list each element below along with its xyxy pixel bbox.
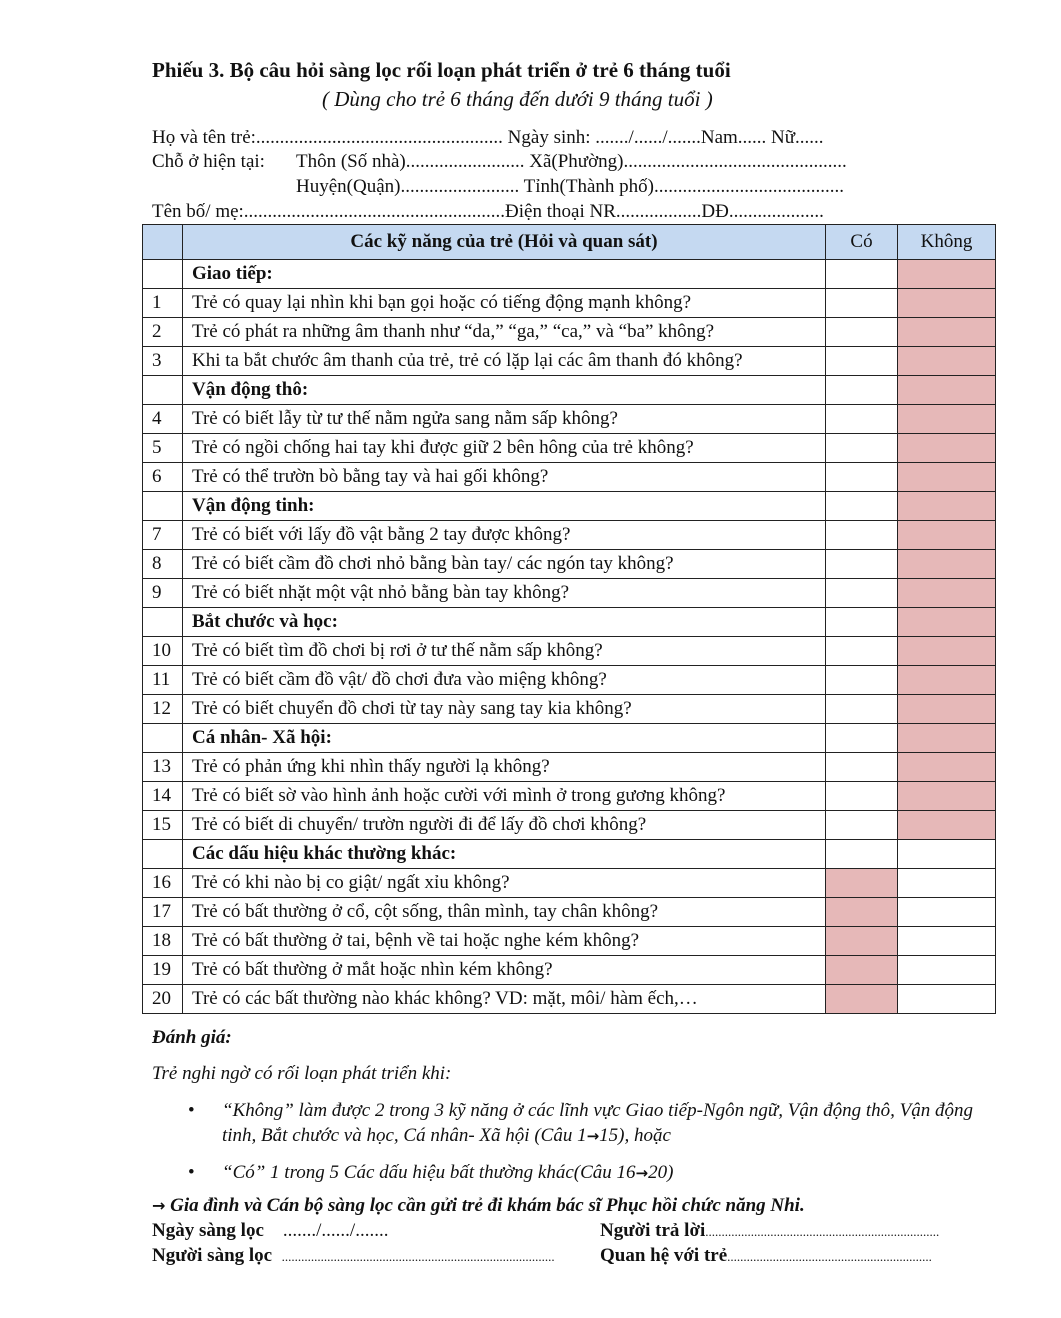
question-text: Trẻ có quay lại nhìn khi bạn gọi hoặc có tiếng động mạnh không? <box>183 289 826 318</box>
evaluation-bullet-2 <box>222 1160 982 1186</box>
row-number: 3 <box>143 347 183 376</box>
arrow-right-icon: → <box>586 1127 600 1145</box>
answer-no-cell[interactable] <box>898 753 996 782</box>
screener-label: Người sàng lọc <box>152 1245 273 1266</box>
question-text: Trẻ có biết cầm đồ vật/ đồ chơi đưa vào miệng không? <box>183 666 826 695</box>
section-label: Bắt chước và học: <box>183 608 826 637</box>
answer-yes-cell[interactable] <box>826 666 898 695</box>
relation-label: Quan hệ với trẻ <box>600 1245 728 1266</box>
screener <box>152 1245 555 1267</box>
row-number: 7 <box>143 521 183 550</box>
question-row <box>143 637 996 666</box>
answer-no-cell[interactable] <box>898 608 996 637</box>
conclusion-text: Gia đình và Cán bộ sàng lọc cần gửi trẻ đi khám bác sĩ Phục hồi chức năng Nhi. <box>170 1195 805 1216</box>
row-number: 8 <box>143 550 183 579</box>
answer-yes-cell[interactable] <box>826 724 898 753</box>
screening-date <box>152 1220 388 1242</box>
answer-no-cell[interactable] <box>898 869 996 898</box>
answer-yes-cell[interactable] <box>826 463 898 492</box>
bullet-1-text: “Không” làm được 2 trong 3 kỹ năng ở các lĩnh vực Giao tiếp-Ngôn ngữ, Vận động thô, Vận động tinh, Bắt chước và học, Cá nhân- Xã hội (Câu 1 <box>222 1100 973 1146</box>
header-yes: Có <box>826 225 898 260</box>
question-text: Trẻ có biết nhặt một vật nhỏ bằng bàn tay không? <box>183 579 826 608</box>
address-village-line: Thôn (Số nhà)......................... Xã(Phường)............................................... <box>296 151 847 172</box>
section-label: Giao tiếp: <box>183 260 826 289</box>
answer-no-cell[interactable] <box>898 463 996 492</box>
bullet-dot-icon: • <box>188 1100 195 1121</box>
respondent-label: Người trả lời <box>600 1220 706 1241</box>
evaluation-bullet-1 <box>222 1098 982 1149</box>
respondent-dots: ........................................................................ <box>705 1224 940 1239</box>
section-row <box>143 724 996 753</box>
answer-yes-cell[interactable] <box>826 405 898 434</box>
row-number <box>143 608 183 637</box>
answer-yes-cell[interactable] <box>826 289 898 318</box>
row-number: 17 <box>143 898 183 927</box>
question-text: Trẻ có phát ra những âm thanh như “da,” “ga,” “ca,” và “ba” không? <box>183 318 826 347</box>
skills-table-body <box>143 225 996 1014</box>
row-number <box>143 376 183 405</box>
question-row <box>143 289 996 318</box>
question-text: Trẻ có phản ứng khi nhìn thấy người lạ không? <box>183 753 826 782</box>
question-row <box>143 869 996 898</box>
question-row <box>143 579 996 608</box>
answer-no-cell[interactable] <box>898 811 996 840</box>
section-row <box>143 260 996 289</box>
relation <box>600 1245 932 1267</box>
question-text: Trẻ có thể trườn bò bằng tay và hai gối không? <box>183 463 826 492</box>
answer-no-cell[interactable] <box>898 260 996 289</box>
question-text: Trẻ có biết chuyển đồ chơi từ tay này sang tay kia không? <box>183 695 826 724</box>
row-number: 5 <box>143 434 183 463</box>
row-number <box>143 840 183 869</box>
row-number: 12 <box>143 695 183 724</box>
row-number: 20 <box>143 985 183 1014</box>
answer-no-cell[interactable] <box>898 492 996 521</box>
header-no: Không <box>898 225 996 260</box>
bullet-dot-icon: • <box>188 1162 195 1183</box>
row-number <box>143 724 183 753</box>
row-number: 1 <box>143 289 183 318</box>
answer-yes-cell[interactable] <box>826 579 898 608</box>
question-text: Trẻ có biết sờ vào hình ảnh hoặc cười với mình ở trong gương không? <box>183 782 826 811</box>
row-number: 19 <box>143 956 183 985</box>
answer-yes-cell[interactable] <box>826 347 898 376</box>
answer-no-cell[interactable] <box>898 956 996 985</box>
question-text: Trẻ có ngồi chống hai tay khi được giữ 2 bên hông của trẻ không? <box>183 434 826 463</box>
answer-yes-cell[interactable] <box>826 840 898 869</box>
answer-no-cell[interactable] <box>898 347 996 376</box>
evaluation-title: Đánh giá: <box>152 1027 232 1048</box>
skills-table <box>142 224 996 1014</box>
question-row <box>143 898 996 927</box>
question-text: Trẻ có bất thường ở mắt hoặc nhìn kém không? <box>183 956 826 985</box>
address-district-line: Huyện(Quận)......................... Tỉnh(Thành phố)........................................ <box>296 176 844 197</box>
answer-yes-cell[interactable] <box>826 492 898 521</box>
section-label: Cá nhân- Xã hội: <box>183 724 826 753</box>
question-row <box>143 985 996 1014</box>
header-skill: Các kỹ năng của trẻ (Hỏi và quan sát) <box>183 225 826 260</box>
answer-no-cell[interactable] <box>898 840 996 869</box>
row-number: 15 <box>143 811 183 840</box>
question-row <box>143 463 996 492</box>
row-number: 18 <box>143 927 183 956</box>
section-label: Vận động tinh: <box>183 492 826 521</box>
section-row <box>143 376 996 405</box>
screener-dots: .................................................................................... <box>281 1249 555 1264</box>
answer-yes-cell[interactable] <box>826 695 898 724</box>
row-number: 10 <box>143 637 183 666</box>
question-text: Trẻ có các bất thường nào khác không? VD: mặt, môi/ hàm ếch,… <box>183 985 826 1014</box>
answer-no-cell[interactable] <box>898 318 996 347</box>
screening-date-value: ......./....../....... <box>282 1220 389 1241</box>
answer-yes-cell[interactable] <box>826 550 898 579</box>
answer-yes-cell[interactable] <box>826 434 898 463</box>
row-number: 14 <box>143 782 183 811</box>
answer-no-cell[interactable] <box>898 927 996 956</box>
arrow-right-icon: → <box>152 1196 166 1215</box>
child-name-line: Họ và tên trẻ:.................................................... Ngày sinh: ......./....../.......Nam...... Nữ...... <box>152 127 824 148</box>
section-row <box>143 840 996 869</box>
answer-yes-cell[interactable] <box>826 782 898 811</box>
section-label: Các dấu hiệu khác thường khác: <box>183 840 826 869</box>
question-row <box>143 695 996 724</box>
answer-yes-cell[interactable] <box>826 956 898 985</box>
answer-yes-cell[interactable] <box>826 985 898 1014</box>
answer-no-cell[interactable] <box>898 289 996 318</box>
question-text: Khi ta bắt chước âm thanh của trẻ, trẻ có lặp lại các âm thanh đó không? <box>183 347 826 376</box>
answer-yes-cell[interactable] <box>826 753 898 782</box>
evaluation-intro: Trẻ nghi ngờ có rối loạn phát triển khi: <box>152 1063 452 1084</box>
row-number: 4 <box>143 405 183 434</box>
row-number: 11 <box>143 666 183 695</box>
form-title: Phiếu 3. Bộ câu hỏi sàng lọc rối loạn phát triển ở trẻ 6 tháng tuổi <box>152 58 731 82</box>
row-number: 2 <box>143 318 183 347</box>
answer-no-cell[interactable] <box>898 666 996 695</box>
answer-yes-cell[interactable] <box>826 869 898 898</box>
answer-yes-cell[interactable] <box>826 637 898 666</box>
question-row <box>143 927 996 956</box>
section-label: Vận động thô: <box>183 376 826 405</box>
answer-no-cell[interactable] <box>898 521 996 550</box>
form-subtitle: ( Dùng cho trẻ 6 tháng đến dưới 9 tháng tuổi ) <box>322 87 713 111</box>
answer-yes-cell[interactable] <box>826 376 898 405</box>
question-row <box>143 521 996 550</box>
question-row <box>143 956 996 985</box>
answer-no-cell[interactable] <box>898 724 996 753</box>
question-text: Trẻ có bất thường ở cổ, cột sống, thân mình, tay chân không? <box>183 898 826 927</box>
question-text: Trẻ có bất thường ở tai, bệnh về tai hoặc nghe kém không? <box>183 927 826 956</box>
row-number <box>143 492 183 521</box>
address-label: Chỗ ở hiện tại: <box>152 151 265 172</box>
answer-no-cell[interactable] <box>898 985 996 1014</box>
evaluation-conclusion <box>152 1195 805 1217</box>
answer-no-cell[interactable] <box>898 376 996 405</box>
bullet-1-tail: 15), hoặc <box>599 1125 671 1146</box>
question-row <box>143 347 996 376</box>
answer-yes-cell[interactable] <box>826 927 898 956</box>
question-row <box>143 666 996 695</box>
question-row <box>143 811 996 840</box>
row-number: 9 <box>143 579 183 608</box>
table-header-row <box>143 225 996 260</box>
question-text: Trẻ có biết lẫy từ tư thế nằm ngửa sang nằm sấp không? <box>183 405 826 434</box>
section-row <box>143 492 996 521</box>
bullet-2-text: “Có” 1 trong 5 Các dấu hiệu bất thường khác(Câu 16 <box>222 1162 636 1183</box>
arrow-right-icon: → <box>635 1164 649 1182</box>
answer-no-cell[interactable] <box>898 637 996 666</box>
answer-yes-cell[interactable] <box>826 260 898 289</box>
question-text: Trẻ có biết cầm đồ chơi nhỏ bằng bàn tay/ các ngón tay không? <box>183 550 826 579</box>
respondent <box>600 1220 939 1242</box>
relation-dots: ............................................................... <box>727 1249 932 1264</box>
question-row <box>143 434 996 463</box>
row-number: 16 <box>143 869 183 898</box>
answer-no-cell[interactable] <box>898 405 996 434</box>
header-number-cell <box>143 225 183 260</box>
answer-yes-cell[interactable] <box>826 608 898 637</box>
question-text: Trẻ có khi nào bị co giật/ ngất xỉu không? <box>183 869 826 898</box>
question-text: Trẻ có biết di chuyển/ trườn người đi để lấy đồ chơi không? <box>183 811 826 840</box>
question-text: Trẻ có biết tìm đồ chơi bị rơi ở tư thế nằm sấp không? <box>183 637 826 666</box>
bullet-2-tail: 20) <box>648 1162 674 1183</box>
question-text: Trẻ có biết với lấy đồ vật bằng 2 tay được không? <box>183 521 826 550</box>
answer-no-cell[interactable] <box>898 898 996 927</box>
row-number: 6 <box>143 463 183 492</box>
answer-no-cell[interactable] <box>898 695 996 724</box>
parent-phone-line: Tên bố/ mẹ:.......................................................Điện thoại NR..................DĐ.................... <box>152 201 824 222</box>
answer-yes-cell[interactable] <box>826 318 898 347</box>
answer-yes-cell[interactable] <box>826 898 898 927</box>
section-row <box>143 608 996 637</box>
question-row <box>143 318 996 347</box>
screening-date-label: Ngày sàng lọc <box>152 1220 264 1241</box>
row-number: 13 <box>143 753 183 782</box>
question-row <box>143 550 996 579</box>
answer-yes-cell[interactable] <box>826 521 898 550</box>
row-number <box>143 260 183 289</box>
answer-yes-cell[interactable] <box>826 811 898 840</box>
answer-no-cell[interactable] <box>898 550 996 579</box>
question-row <box>143 753 996 782</box>
answer-no-cell[interactable] <box>898 782 996 811</box>
answer-no-cell[interactable] <box>898 579 996 608</box>
question-row <box>143 782 996 811</box>
question-row <box>143 405 996 434</box>
answer-no-cell[interactable] <box>898 434 996 463</box>
